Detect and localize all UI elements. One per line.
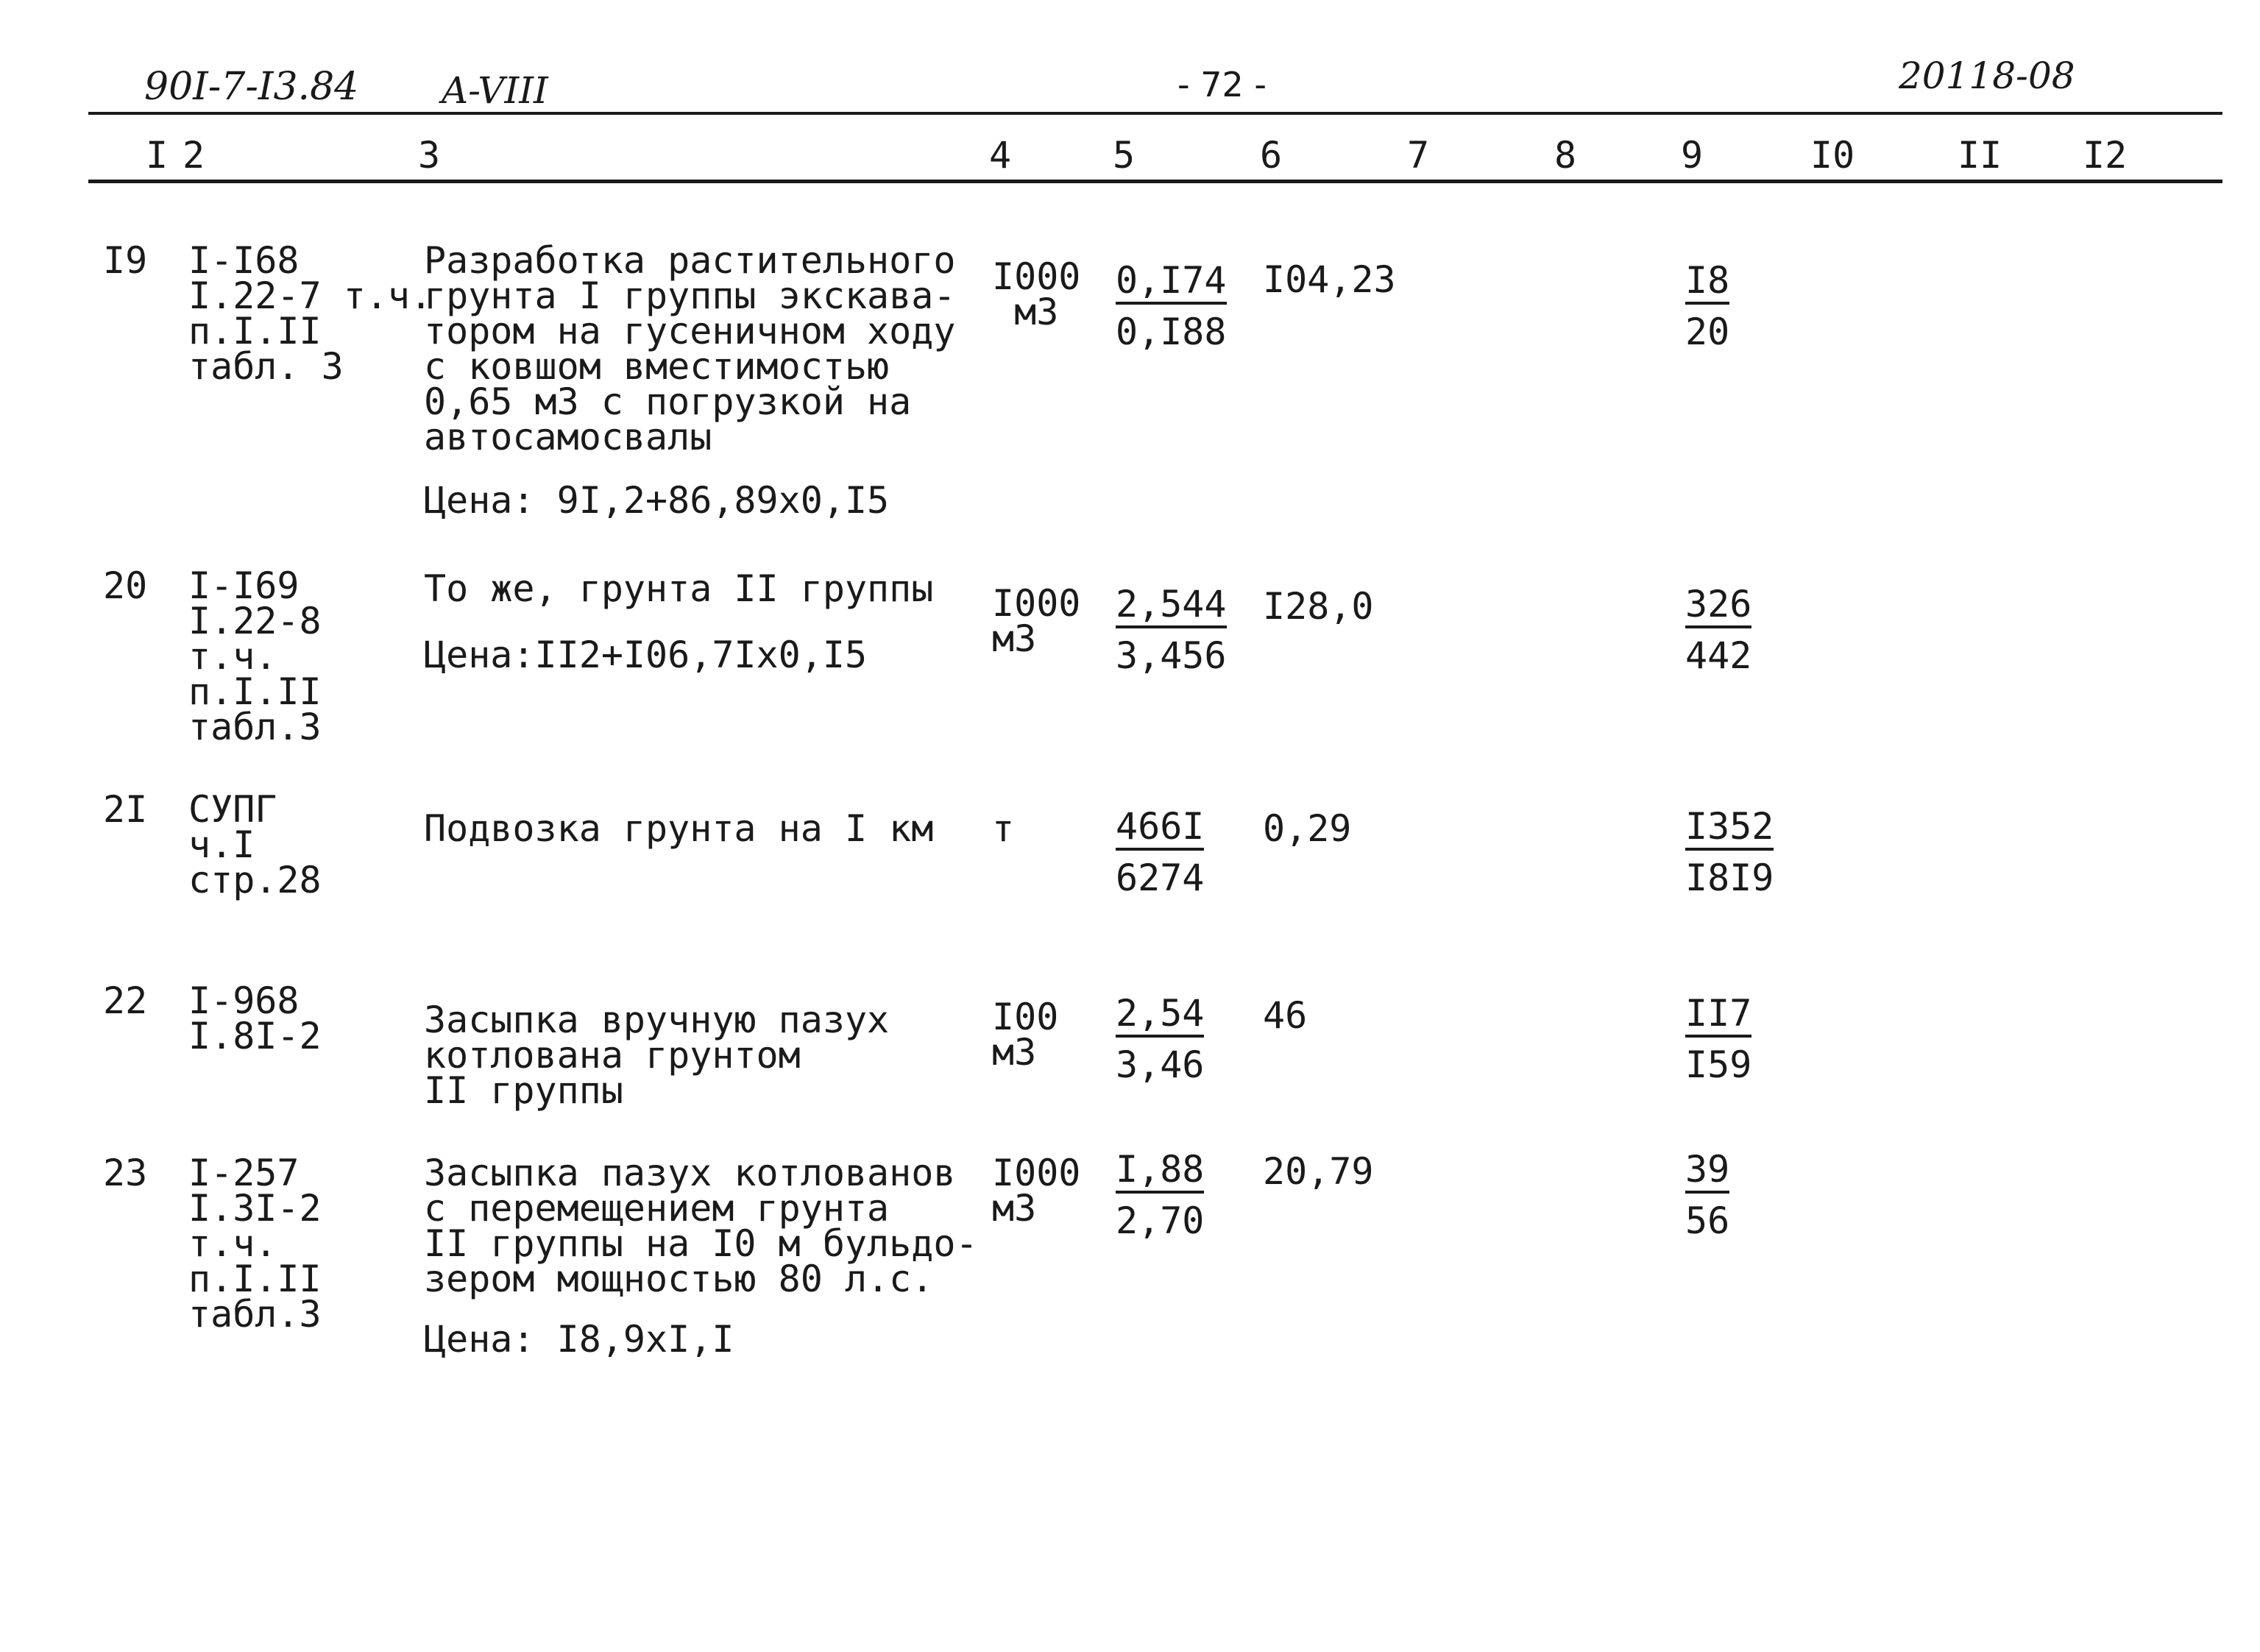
work-description: То же, грунта II группы: [424, 567, 934, 610]
total-fraction: [1685, 805, 1774, 899]
unit: I000 м3: [992, 582, 1081, 660]
quantity-top: 0,I74: [1116, 262, 1227, 305]
total-bottom: 20: [1685, 311, 1730, 353]
price-formula: Цена: 9I,2+86,89x0,I5: [424, 479, 890, 522]
row-number: 23: [103, 1152, 148, 1194]
total-bottom: 56: [1685, 1199, 1730, 1242]
norm-code: I-I68 I.22-7 т.ч. п.I.II табл. 3: [188, 239, 433, 388]
row-number: 22: [103, 979, 148, 1022]
total-top: 39: [1685, 1151, 1729, 1194]
quantity-bottom: 0,I88: [1116, 311, 1227, 353]
row-number: 2I: [103, 788, 148, 831]
col-header-12: I2: [2083, 134, 2128, 177]
total-fraction: [1685, 583, 1752, 677]
unit: т: [992, 807, 1015, 850]
norm-code: СУПГ ч.I стр.28: [188, 788, 322, 901]
total-bottom: 442: [1685, 634, 1752, 677]
quantity-fraction: [1116, 805, 1205, 899]
total-top: I8: [1685, 262, 1729, 305]
total-fraction: [1685, 1148, 1730, 1242]
col-header-8: 8: [1554, 134, 1577, 177]
col-header-4: 4: [989, 134, 1012, 177]
col-header-5: 5: [1113, 134, 1136, 177]
quantity-fraction: [1116, 1148, 1205, 1242]
quantity-bottom: 3,46: [1116, 1043, 1205, 1086]
col-header-3: 3: [418, 134, 441, 177]
document-code: 90I-7-I3.84: [144, 65, 359, 109]
norm-code: I-968 I.8I-2: [188, 979, 322, 1057]
archive-stamp: 20118-08: [1899, 54, 2075, 97]
col-header-11: II: [1958, 134, 2002, 177]
work-description: Подвозка грунта на I км: [424, 807, 934, 850]
unit-rate: 0,29: [1263, 807, 1352, 850]
norm-code: I-257 I.3I-2 т.ч. п.I.II табл.3: [188, 1152, 322, 1336]
quantity-top: 466I: [1116, 808, 1204, 851]
row-number: I9: [103, 239, 148, 282]
total-bottom: I8I9: [1685, 857, 1774, 899]
unit: I000 м3: [992, 1152, 1081, 1230]
total-bottom: I59: [1685, 1043, 1752, 1086]
price-formula: Цена:II2+I06,7Ix0,I5: [424, 634, 868, 676]
work-description: Разработка растительного грунта I группы экскава- тором на гусеничном ходу с ковшом вместимостью 0,65 м3 с погрузкой на автосамосвалы: [424, 239, 956, 458]
header-rule-top: [88, 112, 2222, 115]
work-description: Засыпка пазух котлованов с перемещением грунта II группы на I0 м бульдо- зером мощностью 80 л.с.: [424, 1152, 978, 1300]
col-header-10: I0: [1810, 134, 1855, 177]
quantity-fraction: [1116, 259, 1227, 353]
quantity-fraction: [1116, 992, 1205, 1086]
quantity-top: I,88: [1116, 1151, 1204, 1194]
quantity-bottom: 6274: [1116, 857, 1205, 899]
quantity-top: 2,544: [1116, 586, 1227, 628]
work-description: Засыпка вручную пазух котлована грунтом II группы: [424, 999, 890, 1112]
total-fraction: [1685, 259, 1730, 353]
total-fraction: [1685, 992, 1752, 1086]
total-top: II7: [1685, 995, 1751, 1038]
quantity-fraction: [1116, 583, 1227, 677]
unit-rate: I04,23: [1263, 258, 1396, 301]
unit: I00 м3: [992, 996, 1059, 1074]
col-header-6: 6: [1260, 134, 1283, 177]
unit-rate: I28,0: [1263, 585, 1374, 628]
col-header-7: 7: [1407, 134, 1430, 177]
col-header-1: I: [146, 134, 169, 177]
header-rule-bottom: [88, 180, 2222, 183]
norm-code: I-I69 I.22-8 т.ч. п.I.II табл.3: [188, 564, 322, 748]
page-number: - 72 -: [1177, 65, 1267, 104]
unit: I000 м3: [992, 255, 1081, 333]
total-top: I352: [1685, 808, 1774, 851]
col-header-2: 2: [183, 134, 205, 177]
row-number: 20: [103, 564, 148, 607]
quantity-bottom: 2,70: [1116, 1199, 1205, 1242]
quantity-top: 2,54: [1116, 995, 1204, 1038]
album-number: A-VIII: [442, 69, 548, 112]
total-top: 326: [1685, 586, 1751, 628]
col-header-9: 9: [1681, 134, 1704, 177]
price-formula: Цена: I8,9xI,I: [424, 1318, 734, 1361]
quantity-bottom: 3,456: [1116, 634, 1227, 677]
unit-rate: 46: [1263, 994, 1308, 1037]
unit-rate: 20,79: [1263, 1150, 1374, 1193]
